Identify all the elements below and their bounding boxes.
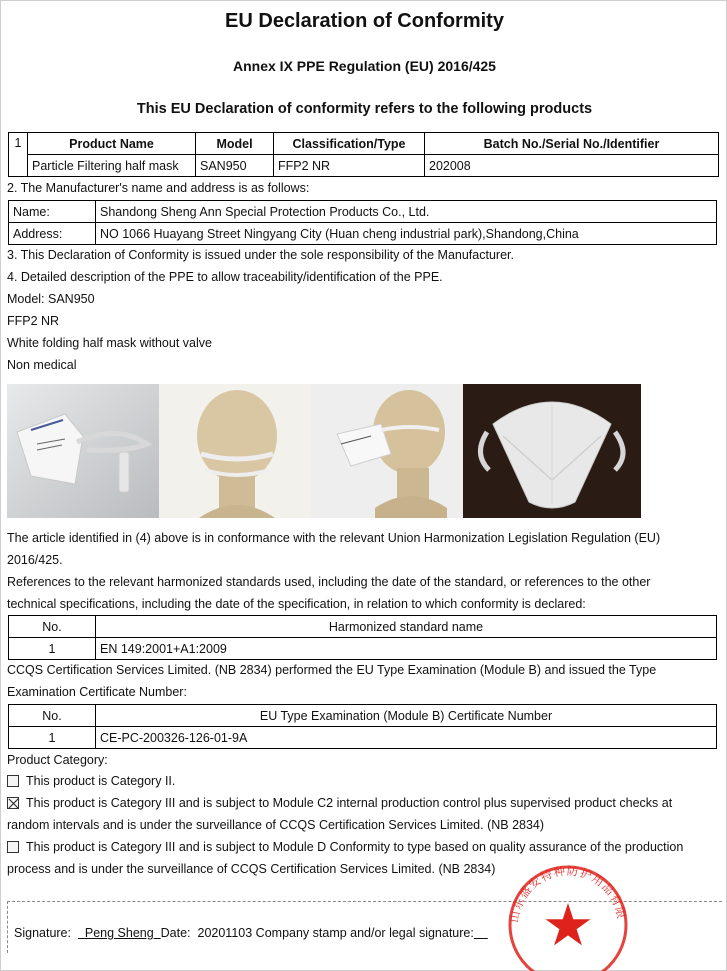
category-iii-c2-checkbox[interactable]	[7, 797, 19, 809]
category-option-3-c2	[7, 796, 672, 810]
mask-front-photo	[463, 384, 641, 518]
category-option-3-d	[7, 840, 683, 854]
category-iii-d-checkbox[interactable]	[7, 841, 19, 853]
name-value: Shandong Sheng Ann Special Protection Products Co., Ltd.	[96, 201, 717, 223]
standards-table	[8, 615, 717, 660]
category-ii-checkbox[interactable]	[7, 775, 19, 787]
manufacturer-heading: 2. The Manufacturer's name and address is as follows:	[7, 181, 310, 195]
table-row	[9, 201, 717, 223]
statement-3: 3. This Declaration of Conformity is issued under the sole responsibility of the Manufacturer.	[7, 248, 514, 262]
signature-label: Signature:	[14, 926, 71, 940]
cell-product-name: Particle Filtering half mask	[28, 155, 196, 177]
table-row	[9, 616, 717, 638]
conformance-line-2: 2016/425.	[7, 553, 63, 567]
description-model: Model: SAN950	[7, 292, 95, 306]
signature-line	[14, 926, 488, 940]
product-table	[8, 132, 719, 177]
standards-header-no: No.	[9, 616, 96, 638]
category-option-2	[7, 774, 175, 788]
category-option-3-d-line-2: process and is under the surveillance of CCQS Certification Services Limited. (NB 2834)	[7, 862, 496, 876]
statement-4: 4. Detailed description of the PPE to allow traceability/identification of the PPE.	[7, 270, 443, 284]
table-row	[9, 223, 717, 245]
company-stamp	[501, 859, 631, 971]
standards-cell-no: 1	[9, 638, 96, 660]
description-type: FFP2 NR	[7, 314, 60, 328]
cell-classification: FFP2 NR	[274, 155, 425, 177]
name-label: Name:	[9, 201, 96, 223]
stamp-label: Company stamp and/or legal signature:	[255, 926, 474, 940]
header-product-name: Product Name	[28, 133, 196, 155]
certificate-cell-number: CE-PC-200326-126-01-9A	[96, 727, 717, 749]
stamp-star-icon	[546, 903, 591, 945]
table-row	[9, 133, 719, 155]
header-classification: Classification/Type	[274, 133, 425, 155]
certification-line-2: Examination Certificate Number:	[7, 685, 187, 699]
cell-batch: 202008	[425, 155, 719, 177]
table-row	[9, 638, 717, 660]
mask-on-mannequin-side-photo	[311, 384, 463, 518]
category-heading: Product Category:	[7, 753, 108, 767]
description-medical: Non medical	[7, 358, 77, 372]
table-row	[9, 705, 717, 727]
table-row	[9, 727, 717, 749]
document-subtitle: Annex IX PPE Regulation (EU) 2016/425	[233, 58, 496, 74]
address-label: Address:	[9, 223, 96, 245]
address-value: NO 1066 Huayang Street Ningyang City (Huan cheng industrial park),Shandong,China	[96, 223, 717, 245]
standards-header-name: Harmonized standard name	[96, 616, 717, 638]
certificate-header-no: No.	[9, 705, 96, 727]
category-iii-d-label: This product is Category III and is subject to Module D Conformity to type based on quality assurance of the production	[26, 840, 684, 854]
certificate-table	[8, 704, 717, 749]
standards-cell-name: EN 149:2001+A1:2009	[96, 638, 717, 660]
intro-heading: This EU Declaration of conformity refers to the following products	[136, 101, 593, 117]
product-index: 1	[9, 133, 28, 177]
conformance-line-4: technical specifications, including the date of the specification, in relation to which conformity is declared:	[7, 597, 586, 611]
table-row	[9, 155, 719, 177]
date-label: Date:	[160, 926, 191, 940]
certification-line-1: CCQS Certification Services Limited. (NB 2834) performed the EU Type Examination (Module B) and issued the Type	[7, 663, 657, 677]
signature-date: 20201103	[197, 926, 253, 940]
header-batch: Batch No./Serial No./Identifier	[425, 133, 719, 155]
category-ii-label: This product is Category II.	[26, 774, 176, 788]
signature-name: Peng Sheng	[84, 926, 154, 940]
document-title: EU Declaration of Conformity	[225, 10, 504, 32]
category-option-3-c2-line-2: random intervals and is under the surveillance of CCQS Certification Services Limited. (NB 2834)	[7, 818, 545, 832]
mask-product-photo	[7, 384, 159, 518]
certificate-header-number: EU Type Examination (Module B) Certificate Number	[96, 705, 717, 727]
description-mask: White folding half mask without valve	[7, 336, 212, 350]
manufacturer-table	[8, 200, 717, 245]
certificate-cell-no: 1	[9, 727, 96, 749]
conformance-line-3: References to the relevant harmonized standards used, including the date of the standard, or references to the other	[7, 575, 651, 589]
product-photos	[7, 384, 641, 518]
cell-model: SAN950	[196, 155, 274, 177]
conformance-line-1: The article identified in (4) above is in conformance with the relevant Union Harmonization Legislation Regulation (EU)	[7, 531, 661, 545]
stamp-text: 山东盛安特种防护用品有限	[506, 863, 629, 924]
header-model: Model	[196, 133, 274, 155]
category-iii-c2-label: This product is Category III and is subject to Module C2 internal production control plus supervised product checks at	[26, 796, 673, 810]
mask-on-mannequin-back-photo	[159, 384, 311, 518]
